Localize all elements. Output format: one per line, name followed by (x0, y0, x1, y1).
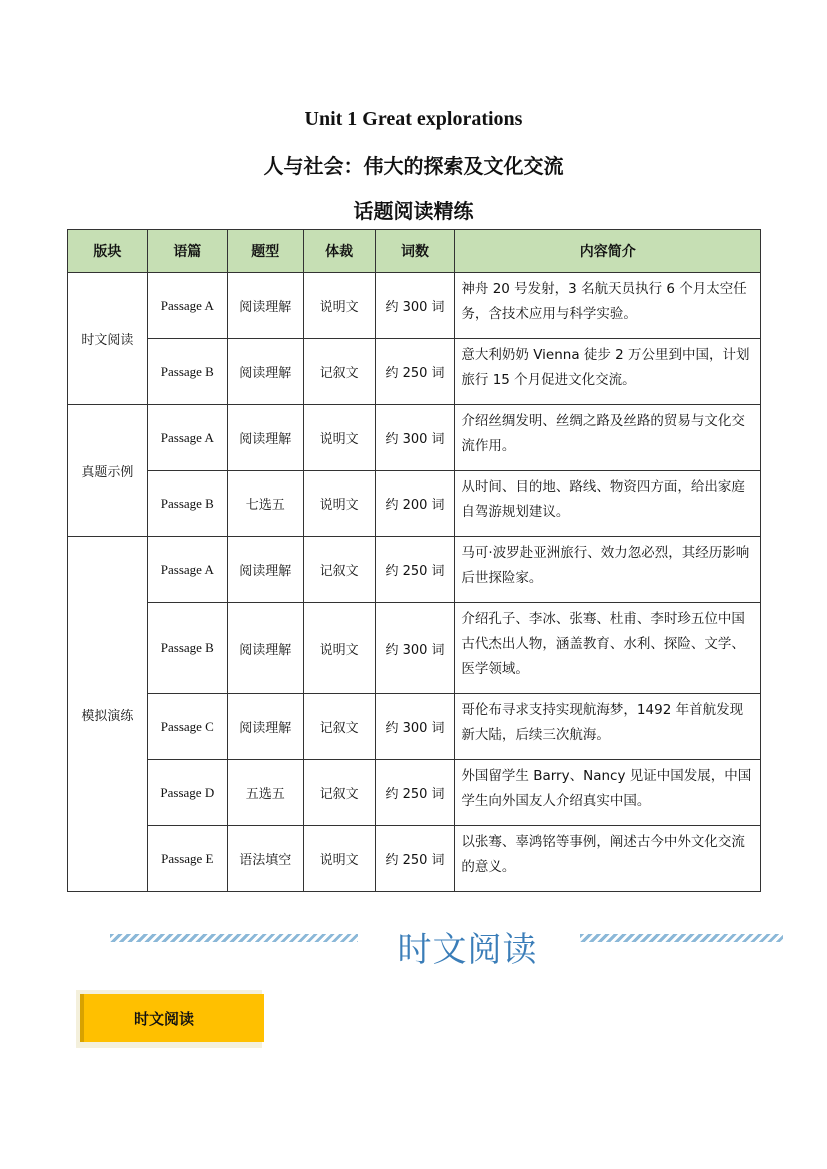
question-type: 五选五 (227, 760, 303, 826)
genre: 记叙文 (303, 339, 375, 405)
content-summary: 神舟 20 号发射，3 名航天员执行 6 个月太空任务，含技术应用与科学实验。 (455, 273, 761, 339)
genre: 说明文 (303, 826, 375, 892)
genre: 说明文 (303, 405, 375, 471)
passage-label: Passage C (147, 694, 227, 760)
content-summary: 意大利奶奶 Vienna 徒步 2 万公里到中国，计划旅行 15 个月促进文化交流。 (455, 339, 761, 405)
content-summary: 介绍孔子、李冰、张骞、杜甫、李时珍五位中国古代杰出人物，涵盖教育、水利、探险、文学、医学领域。 (455, 603, 761, 694)
genre: 记叙文 (303, 537, 375, 603)
table-row (68, 537, 761, 603)
word-count: 约 300 词 (375, 273, 455, 339)
question-type: 语法填空 (227, 826, 303, 892)
header-cell-passage: 语篇 (147, 230, 227, 273)
section-banner-heading: 时文阅读 (397, 930, 538, 970)
question-type: 阅读理解 (227, 339, 303, 405)
question-type: 七选五 (227, 471, 303, 537)
section-name: 模拟演练 (68, 537, 148, 892)
question-type: 阅读理解 (227, 273, 303, 339)
content-summary: 哥伦布寻求支持实现航海梦，1492 年首航发现新大陆，后续三次航海。 (455, 694, 761, 760)
document-title-theme: 人与社会：伟大的探索及文化交流 (263, 154, 564, 178)
passage-label: Passage A (147, 537, 227, 603)
passage-label: Passage D (147, 760, 227, 826)
passage-label: Passage B (147, 339, 227, 405)
table-row (68, 603, 761, 694)
content-summary: 外国留学生 Barry、Nancy 见证中国发展，中国学生向外国友人介绍真实中国。 (455, 760, 761, 826)
passage-label: Passage B (147, 471, 227, 537)
word-count: 约 300 词 (375, 603, 455, 694)
genre: 说明文 (303, 603, 375, 694)
table-row (68, 273, 761, 339)
question-type: 阅读理解 (227, 694, 303, 760)
genre: 记叙文 (303, 694, 375, 760)
reading-overview-table (67, 229, 761, 892)
header-cell-section: 版块 (68, 230, 148, 273)
decorative-stripe-left (110, 934, 358, 942)
table-row (68, 339, 761, 405)
passage-label: Passage B (147, 603, 227, 694)
passage-label: Passage A (147, 405, 227, 471)
word-count: 约 200 词 (375, 471, 455, 537)
table-row (68, 826, 761, 892)
table-row (68, 760, 761, 826)
header-cell-words: 词数 (375, 230, 455, 273)
genre: 说明文 (303, 273, 375, 339)
section-badge (76, 990, 262, 1048)
decorative-stripe-right (580, 934, 783, 942)
genre: 记叙文 (303, 760, 375, 826)
word-count: 约 250 词 (375, 537, 455, 603)
passage-label: Passage E (147, 826, 227, 892)
table-row (68, 471, 761, 537)
word-count: 约 300 词 (375, 405, 455, 471)
header-cell-genre: 体裁 (303, 230, 375, 273)
word-count: 约 250 词 (375, 339, 455, 405)
section-badge-label: 时文阅读 (134, 1010, 195, 1028)
content-summary: 以张骞、辜鸿铭等事例，阐述古今中外文化交流的意义。 (455, 826, 761, 892)
document-title-english: Unit 1 Great explorations (304, 108, 523, 130)
genre: 说明文 (303, 471, 375, 537)
header-cell-description: 内容简介 (455, 230, 761, 273)
section-name: 时文阅读 (68, 273, 148, 405)
document-subtitle: 话题阅读精练 (353, 199, 474, 223)
word-count: 约 250 词 (375, 760, 455, 826)
word-count: 约 250 词 (375, 826, 455, 892)
passage-label: Passage A (147, 273, 227, 339)
question-type: 阅读理解 (227, 537, 303, 603)
table-header-row (68, 230, 761, 273)
table-row (68, 694, 761, 760)
question-type: 阅读理解 (227, 603, 303, 694)
word-count: 约 300 词 (375, 694, 455, 760)
header-cell-type: 题型 (227, 230, 303, 273)
question-type: 阅读理解 (227, 405, 303, 471)
content-summary: 介绍丝绸发明、丝绸之路及丝路的贸易与文化交流作用。 (455, 405, 761, 471)
content-summary: 从时间、目的地、路线、物资四方面，给出家庭自驾游规划建议。 (455, 471, 761, 537)
content-summary: 马可·波罗赴亚洲旅行、效力忽必烈，其经历影响后世探险家。 (455, 537, 761, 603)
table-row (68, 405, 761, 471)
section-badge-fill (80, 994, 264, 1042)
section-name: 真题示例 (68, 405, 148, 537)
